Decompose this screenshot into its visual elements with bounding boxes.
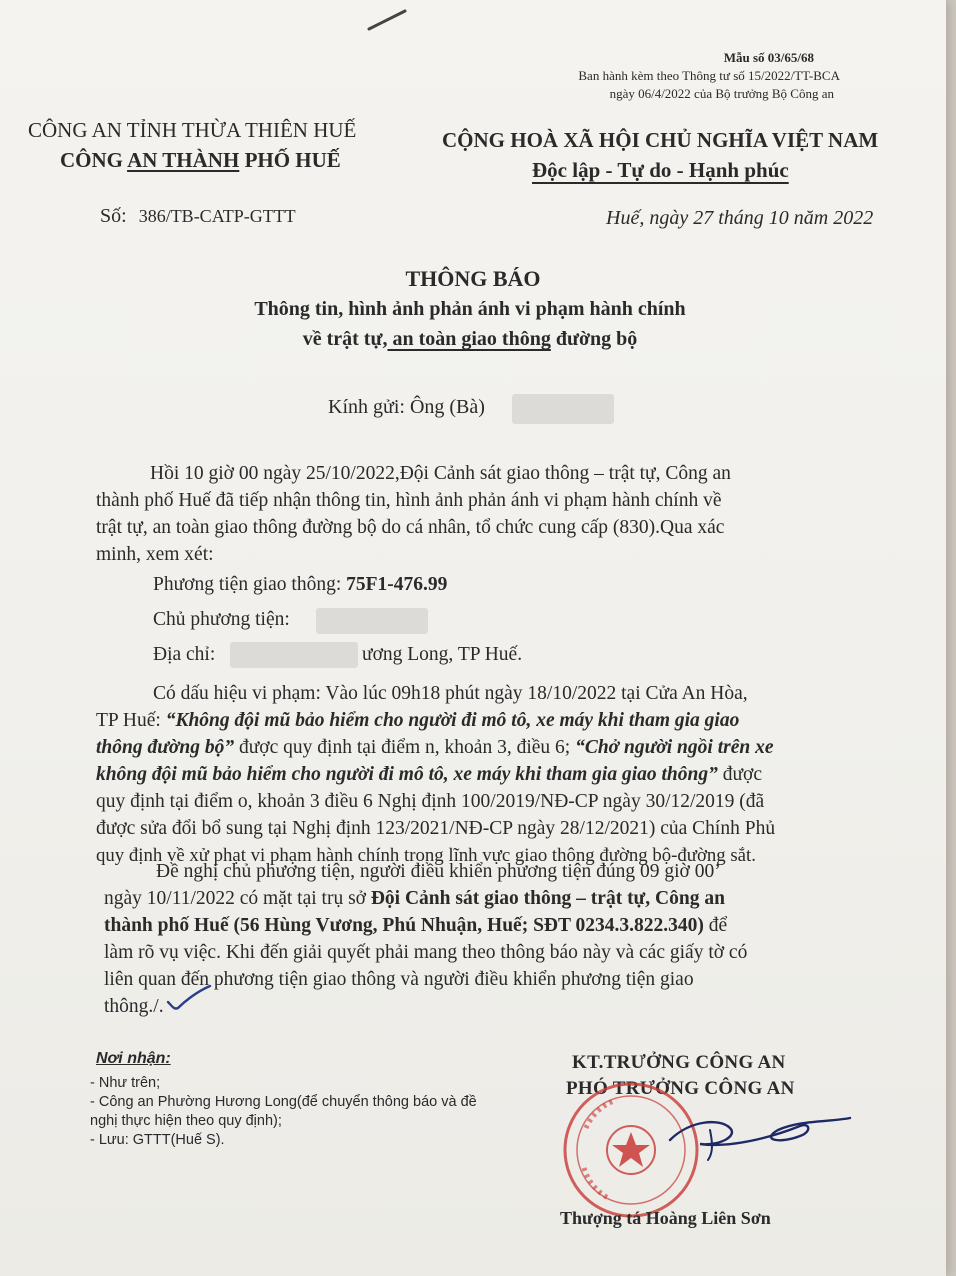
redacted-recipient-name bbox=[512, 394, 614, 424]
issued-note-line2: ngày 06/4/2022 của Bộ trưởng Bộ Công an bbox=[609, 86, 834, 101]
national-title: CỘNG HOÀ XÃ HỘI CHỦ NGHĨA VIỆT NAM bbox=[442, 128, 879, 152]
receivers-list bbox=[90, 1074, 510, 1150]
request-paragraph: Đề nghị chủ phương tiện, người điều khiển phương tiện đúng 09 giờ 00’ ngày 10/11/2022 có mặt tại trụ sở Đội Cảnh sát giao thông – trật tự, Công an thành phố Huế (56 Hùng Vương, Phú Nhuận, Huế; SĐT 0234.3.822.340) để làm rõ vụ việc. Khi đến giải quyết phải mang theo thông báo này và các giấy tờ có liên quan đến phương tiện giao thông và người điều khiển phương tiện giao thông./. bbox=[104, 861, 748, 1017]
national-motto: Độc lập - Tự do - Hạnh phúc bbox=[532, 158, 789, 182]
redacted-owner-name bbox=[316, 608, 428, 634]
receiver-item: - Lưu: GTTT(Huế S). bbox=[90, 1132, 225, 1148]
issued-note-line1: Ban hành kèm theo Thông tư số 15/2022/TT-BCA bbox=[578, 68, 840, 83]
handwritten-check-mark bbox=[160, 982, 220, 1018]
document-number: Số: 386/TB-CATP-GTTT bbox=[100, 205, 296, 227]
owner-field: Chủ phương tiện: bbox=[153, 609, 290, 630]
receiver-item: - Như trên; bbox=[90, 1075, 161, 1091]
signer-name: Thượng tá Hoàng Liên Sơn bbox=[560, 1208, 771, 1228]
receivers-heading: Nơi nhận: bbox=[96, 1050, 171, 1067]
issuing-org: CÔNG AN THÀNH PHỐ HUẾ bbox=[60, 148, 341, 172]
vehicle-plate: 75F1-476.99 bbox=[346, 574, 448, 595]
address-visible-part: ương Long, TP Huế. bbox=[362, 644, 523, 665]
redacted-address bbox=[230, 642, 358, 668]
document-title: THÔNG BÁO bbox=[405, 266, 541, 291]
place-date: Huế, ngày 27 tháng 10 năm 2022 bbox=[606, 207, 874, 229]
document-subtitle-line1: Thông tin, hình ảnh phản ánh vi phạm hành chính bbox=[254, 298, 686, 320]
form-number: Mẫu số 03/65/68 bbox=[723, 50, 814, 65]
address-field: Địa chỉ: bbox=[153, 644, 216, 665]
handwritten-signature bbox=[660, 1100, 860, 1180]
receiver-item: - Công an Phường Hương Long(để chuyển thông báo và đề nghị thực hiện theo quy định); bbox=[90, 1094, 477, 1129]
issuing-org-parent: CÔNG AN TỈNH THỪA THIÊN HUẾ bbox=[28, 118, 357, 142]
intro-paragraph: Hồi 10 giờ 00 ngày 25/10/2022,Đội Cảnh sát giao thông – trật tự, Công an thành phố Huế đã tiếp nhận thông tin, hình ảnh phản ánh vi phạm hành chính về trật tự, an toàn giao thông đường bộ do cá nhân, tổ chức cung cấp (830).Qua xác minh, xem xét: bbox=[96, 463, 731, 565]
vehicle-field: Phương tiện giao thông: 75F1-476.99 bbox=[153, 574, 448, 595]
document-subtitle-line2: về trật tự, an toàn giao thông đường bộ bbox=[302, 328, 638, 350]
signature-title-line1: KT.TRƯỞNG CÔNG AN bbox=[572, 1052, 786, 1073]
recipient-greeting: Kính gửi: Ông (Bà) bbox=[328, 396, 485, 418]
pen-stroke-mark bbox=[365, 8, 409, 32]
signature-title-line2: PHÓ TRƯỞNG CÔNG AN bbox=[566, 1078, 795, 1099]
violation-paragraph: Có dấu hiệu vi phạm: Vào lúc 09h18 phút ngày 18/10/2022 tại Cửa An Hòa, TP Huế: “Không đội mũ bảo hiểm cho người đi mô tô, xe máy khi tham gia giao thông đường bộ” được quy định tại điểm n, khoản 3, điều 6; “Chở người ngồi trên xe không đội mũ bảo hiểm cho người đi mô tô, xe máy khi tham gia giao thông” được quy định tại điểm o, khoản 3 điều 6 Nghị định 100/2019/NĐ-CP ngày 30/12/2019 (đã được sửa đổi bổ sung tại Nghị định 123/2021/NĐ-CP ngày 28/12/2021) của Chính Phủ quy định về xử phạt vi phạm hành chính trong lĩnh vực giao thông đường bộ-đường sắt. bbox=[96, 683, 776, 866]
